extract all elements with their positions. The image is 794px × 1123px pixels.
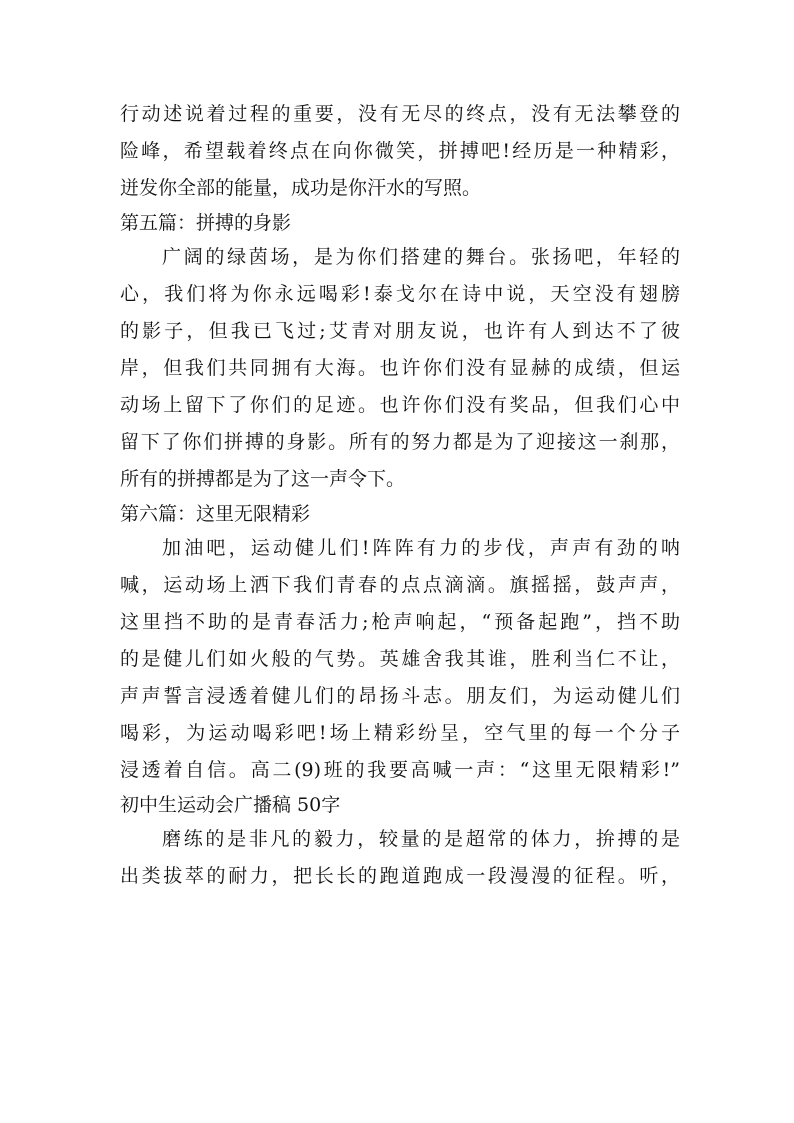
section-heading: 初中生运动会广播稿 50字 xyxy=(120,794,341,816)
paragraph-line: 心，我们将为你永远喝彩!泰戈尔在诗中说，天空没有翅膀 xyxy=(120,283,680,305)
paragraph-line: 广阔的绿茵场，是为你们搭建的舞台。张扬吧，年轻的 xyxy=(162,246,680,268)
paragraph-line: 浸透着自信。高二(9)班的我要高喊一声：“这里无限精彩!” xyxy=(120,759,680,781)
section-heading: 第六篇：这里无限精彩 xyxy=(120,503,311,525)
paragraph-line: 喊，运动场上洒下我们青春的点点滴滴。旗摇摇，鼓声声， xyxy=(120,574,680,596)
paragraph-line: 动场上留下了你们的足迹。也许你们没有奖品，但我们心中 xyxy=(120,394,680,416)
paragraph-line: 岸，但我们共同拥有大海。也许你们没有显赫的成绩，但运 xyxy=(120,357,680,379)
paragraph-line: 留下了你们拼搏的身影。所有的努力都是为了迎接这一刹那， xyxy=(120,431,680,453)
paragraph-line: 喝彩，为运动喝彩吧!场上精彩纷呈，空气里的每一个分子 xyxy=(120,722,680,744)
paragraph-line: 这里挡不助的是青春活力;枪声响起，“预备起跑”，挡不助 xyxy=(120,611,680,633)
paragraph-line: 所有的拼搏都是为了这一声令下。 xyxy=(120,468,406,490)
paragraph-line: 险峰，希望载着终点在向你微笑，拼搏吧!经历是一种精彩， xyxy=(120,140,680,162)
paragraph-line: 声声誓言浸透着健儿们的昂扬斗志。朋友们，为运动健儿们 xyxy=(120,685,680,707)
section-heading: 第五篇：拼搏的身影 xyxy=(120,212,292,234)
paragraph-line: 加油吧，运动健儿们!阵阵有力的步伐，声声有劲的呐 xyxy=(162,537,680,559)
paragraph-line: 的是健儿们如火般的气势。英雄舍我其谁，胜利当仁不让， xyxy=(120,648,680,670)
paragraph-line: 迸发你全部的能量，成功是你汗水的写照。 xyxy=(120,177,482,199)
paragraph-line: 行动述说着过程的重要，没有无尽的终点，没有无法攀登的 xyxy=(120,103,680,125)
document-body xyxy=(120,96,680,895)
paragraph-line: 出类拔萃的耐力，把长长的跑道跑成一段漫漫的征程。听， xyxy=(120,865,680,887)
paragraph-line: 的影子，但我已飞过;艾青对朋友说，也许有人到达不了彼 xyxy=(120,320,680,342)
paragraph-line: 磨练的是非凡的毅力，较量的是超常的体力，拚搏的是 xyxy=(162,828,680,850)
